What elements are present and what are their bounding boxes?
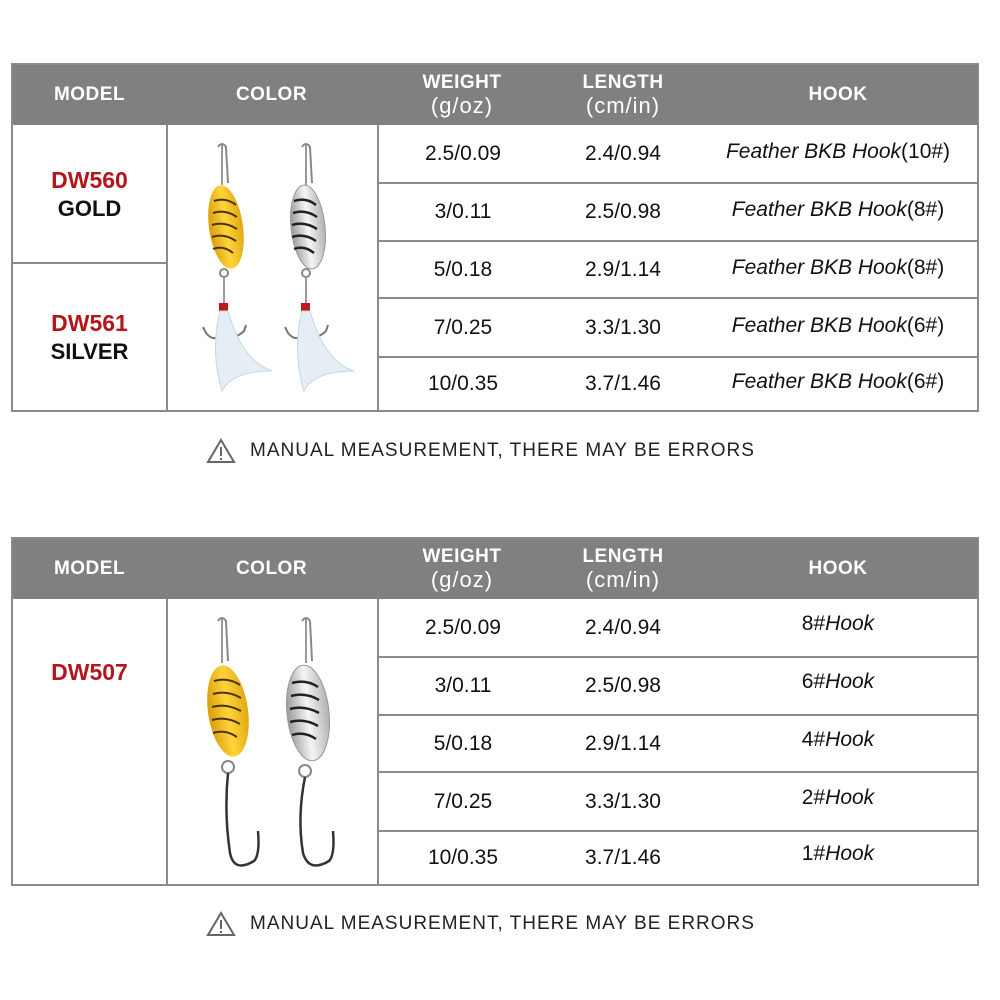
model-code: DW507 xyxy=(51,658,128,685)
weight-value: 2.5/0.09 xyxy=(425,615,501,639)
weight-value: 7/0.25 xyxy=(433,789,493,813)
length-value: 3.3/1.30 xyxy=(585,789,661,813)
weight-value: 3/0.11 xyxy=(434,674,492,697)
hook-value: Feather BKB Hook (8#) xyxy=(731,198,945,221)
hook-value: Feather BKB Hook (10#) xyxy=(725,139,951,163)
weight-value: 3/0.11 xyxy=(434,200,492,223)
model-code: DW561 xyxy=(51,310,128,336)
header-hook: HOOK xyxy=(808,558,868,579)
length-value: 2.5/0.98 xyxy=(585,674,661,697)
weight-value: 5/0.18 xyxy=(433,731,493,755)
hook-value: Feather BKB Hook (6#) xyxy=(731,313,945,337)
header-length: LENGTH (cm/in) xyxy=(582,546,664,592)
spec-table-2 xyxy=(11,537,979,886)
weight-value: 2.5/0.09 xyxy=(425,141,501,165)
length-value: 2.4/0.94 xyxy=(585,141,661,165)
weight-value: 10/0.35 xyxy=(427,846,499,869)
hook-value: 4# Hook xyxy=(801,727,875,751)
hook-value: Feather BKB Hook (6#) xyxy=(731,370,945,393)
table-header xyxy=(13,539,977,599)
length-value: 3.7/1.46 xyxy=(585,372,661,395)
header-model: MODEL xyxy=(53,558,126,579)
header-length: LENGTH (cm/in) xyxy=(582,72,664,118)
header-color: COLOR xyxy=(235,84,308,105)
hook-value: Feather BKB Hook (8#) xyxy=(731,255,945,279)
table-header xyxy=(13,65,977,125)
header-color: COLOR xyxy=(235,558,308,579)
model-dw561 xyxy=(13,264,166,410)
weight-value: 5/0.18 xyxy=(433,257,493,281)
measurement-note: MANUAL MEASUREMENT, THERE MAY BE ERRORS xyxy=(206,911,755,937)
header-hook: HOOK xyxy=(808,84,868,105)
spec-table-1 xyxy=(11,63,979,412)
hook-value: 2# Hook xyxy=(801,785,875,809)
model-color: SILVER xyxy=(50,339,129,364)
hook-value: 8# Hook xyxy=(801,611,875,635)
model-code: DW560 xyxy=(51,166,128,193)
measurement-note: MANUAL MEASUREMENT, THERE MAY BE ERRORS xyxy=(206,438,755,464)
length-value: 2.9/1.14 xyxy=(585,257,661,281)
warning-icon xyxy=(206,911,236,937)
weight-value: 7/0.25 xyxy=(433,315,493,339)
hook-value: 6# Hook xyxy=(801,670,875,693)
model-dw560 xyxy=(13,125,166,262)
warning-icon xyxy=(206,438,236,464)
length-value: 2.4/0.94 xyxy=(585,615,661,639)
header-weight: WEIGHT (g/oz) xyxy=(422,72,502,118)
lure-image-single-hook xyxy=(168,601,377,884)
hook-value: 1# Hook xyxy=(801,842,875,865)
length-value: 2.5/0.98 xyxy=(585,200,661,223)
header-weight: WEIGHT (g/oz) xyxy=(422,546,502,592)
length-value: 2.9/1.14 xyxy=(585,731,661,755)
model-dw507 xyxy=(13,599,166,744)
model-color: GOLD xyxy=(57,195,122,221)
lure-image-feather xyxy=(168,127,377,410)
length-value: 3.3/1.30 xyxy=(585,315,661,339)
header-model: MODEL xyxy=(53,84,126,105)
length-value: 3.7/1.46 xyxy=(585,846,661,869)
weight-value: 10/0.35 xyxy=(427,372,499,395)
